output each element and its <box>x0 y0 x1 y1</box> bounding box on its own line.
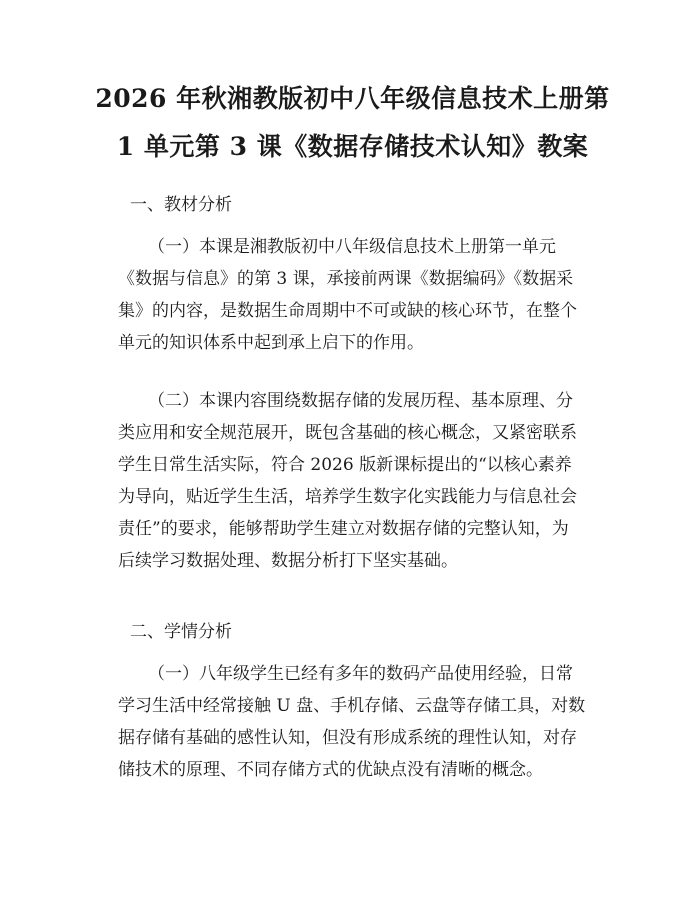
paragraph-line: （一）八年级学生已经有多年的数码产品使用经验，日常 <box>148 664 573 684</box>
paragraph-line: （二）本课内容围绕数据存储的发展历程、基本原理、分 <box>148 391 573 411</box>
paragraph-textbook-analysis-2 <box>118 385 610 577</box>
paragraph-line: 学生日常生活实际，符合 2026 版新课标提出的“以核心素养 <box>118 455 572 475</box>
paragraph-line: 责任”的要求，能够帮助学生建立对数据存储的完整认知，为 <box>118 519 569 539</box>
paragraph-line: 为导向，贴近学生生活，培养学生数字化实践能力与信息社会 <box>118 487 577 507</box>
document-title-line-1: 2026 年秋湘教版初中八年级信息技术上册第 <box>95 84 610 113</box>
paragraph-line: 据存储有基础的感性认知，但没有形成系统的理性认知，对存 <box>118 728 577 748</box>
paragraph-line: （一）本课是湘教版初中八年级信息技术上册第一单元 <box>148 237 556 257</box>
paragraph-line: 储技术的原理、不同存储方式的优缺点没有清晰的概念。 <box>118 760 543 780</box>
paragraph-line: 单元的知识体系中起到承上启下的作用。 <box>118 333 424 353</box>
paragraph-line: 《数据与信息》的第 3 课，承接前两课《数据编码》《数据采 <box>118 269 574 289</box>
section-heading-textbook-analysis: 一、教材分析 <box>130 195 232 215</box>
document-title-line-2: 1 单元第 3 课《数据存储技术认知》教案 <box>116 132 589 161</box>
paragraph-line: 后续学习数据处理、数据分析打下坚实基础。 <box>118 551 458 571</box>
paragraph-line: 集》的内容，是数据生命周期中不可或缺的核心环节，在整个 <box>118 301 577 321</box>
section-heading-learner-analysis: 二、学情分析 <box>130 622 232 642</box>
paragraph-textbook-analysis-1 <box>118 231 610 359</box>
paragraph-learner-analysis-1 <box>118 658 610 786</box>
paragraph-line: 类应用和安全规范展开，既包含基础的核心概念，又紧密联系 <box>118 423 577 443</box>
paragraph-line: 学习生活中经常接触 U 盘、手机存储、云盘等存储工具，对数 <box>118 696 586 716</box>
